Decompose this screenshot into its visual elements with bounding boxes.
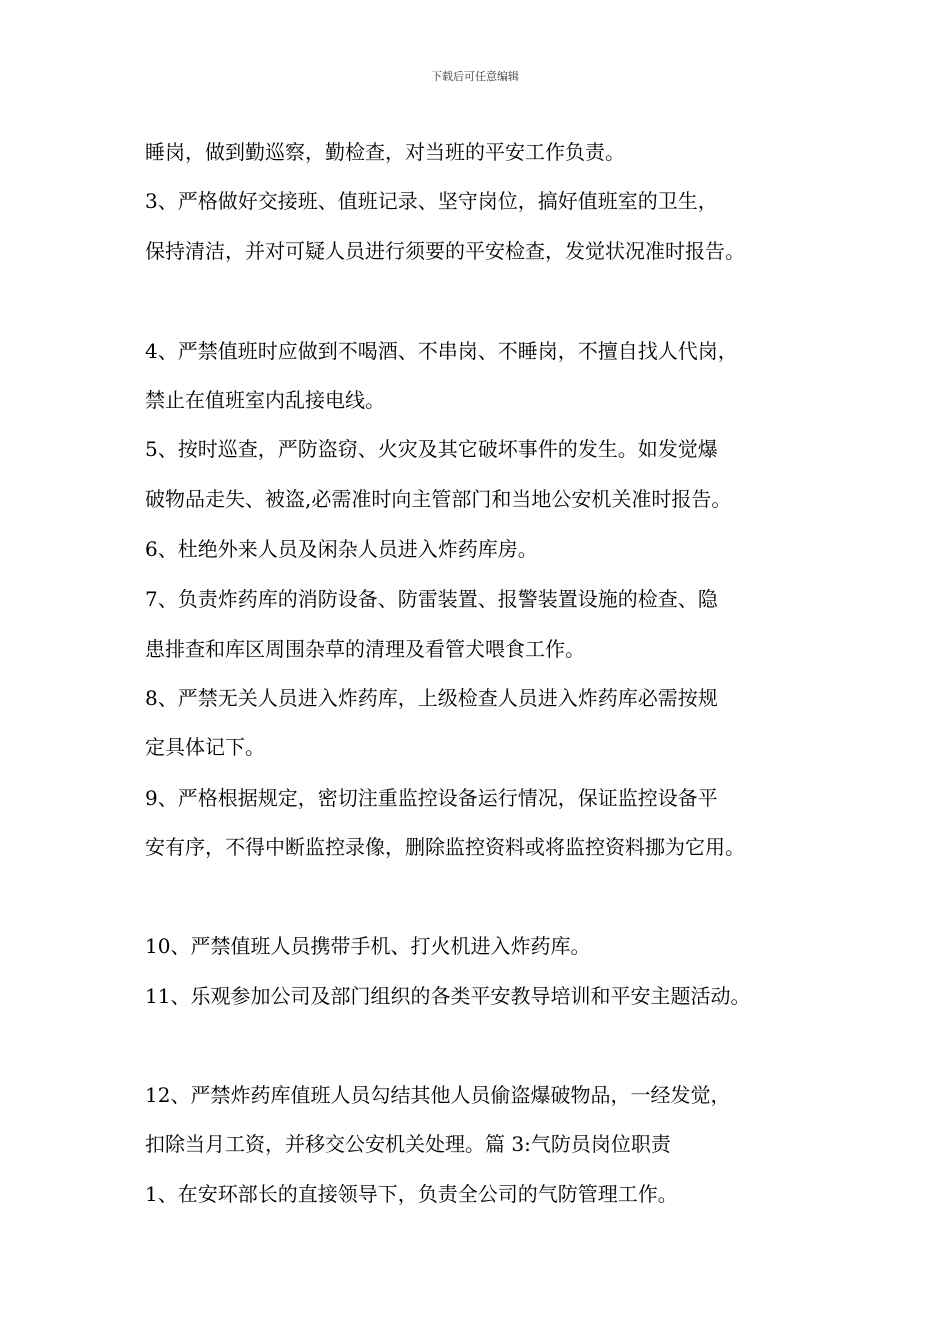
text-line: 6、杜绝外来人员及闲杂人员进入炸药库房。	[145, 537, 538, 561]
text-line: 7、负责炸药库的消防设备、防雷装置、报警装置设施的检查、隐	[145, 587, 718, 611]
text-line: 5、按时巡查，严防盗窃、火灾及其它破坏事件的发生。如发觉爆	[145, 437, 718, 461]
text-line: 10、严禁值班人员携带手机、打火机进入炸药库。	[145, 934, 591, 958]
text-line: 1、在安环部长的直接领导下，负责全公司的气防管理工作。	[145, 1182, 678, 1206]
text-line: 睡岗，做到勤巡察，勤检查，对当班的平安工作负责。	[145, 140, 625, 164]
text-line: 定具体记下。	[145, 735, 265, 759]
text-line: 9、严格根据规定，密切注重监控设备运行情况，保证监控设备平	[145, 786, 718, 810]
text-line: 3、严格做好交接班、值班记录、坚守岗位，搞好值班室的卫生，	[145, 189, 718, 213]
header-note: 下载后可任意编辑	[431, 70, 519, 83]
text-line: 4、严禁值班时应做到不喝酒、不串岗、不睡岗，不擅自找人代岗，	[145, 339, 738, 363]
text-line: 11、乐观参加公司及部门组织的各类平安教导培训和平安主题活动。	[145, 984, 751, 1008]
text-line: 患排查和库区周围杂草的清理及看管犬喂食工作。	[145, 637, 585, 661]
text-line: 保持清洁，并对可疑人员进行须要的平安检查，发觉状况准时报告。	[145, 239, 745, 263]
text-line: 扣除当月工资，并移交公安机关处理。篇 3:气防员岗位职责	[145, 1132, 671, 1156]
text-line: 12、严禁炸药库值班人员勾结其他人员偷盗爆破物品，一经发觉，	[145, 1083, 731, 1107]
text-line: 8、严禁无关人员进入炸药库，上级检查人员进入炸药库必需按规	[145, 686, 718, 710]
text-line: 破物品走失、被盗,必需准时向主管部门和当地公安机关准时报告。	[145, 487, 732, 511]
text-line: 安有序，不得中断监控录像，删除监控资料或将监控资料挪为它用。	[145, 835, 745, 859]
text-line: 禁止在值班室内乱接电线。	[145, 388, 385, 412]
